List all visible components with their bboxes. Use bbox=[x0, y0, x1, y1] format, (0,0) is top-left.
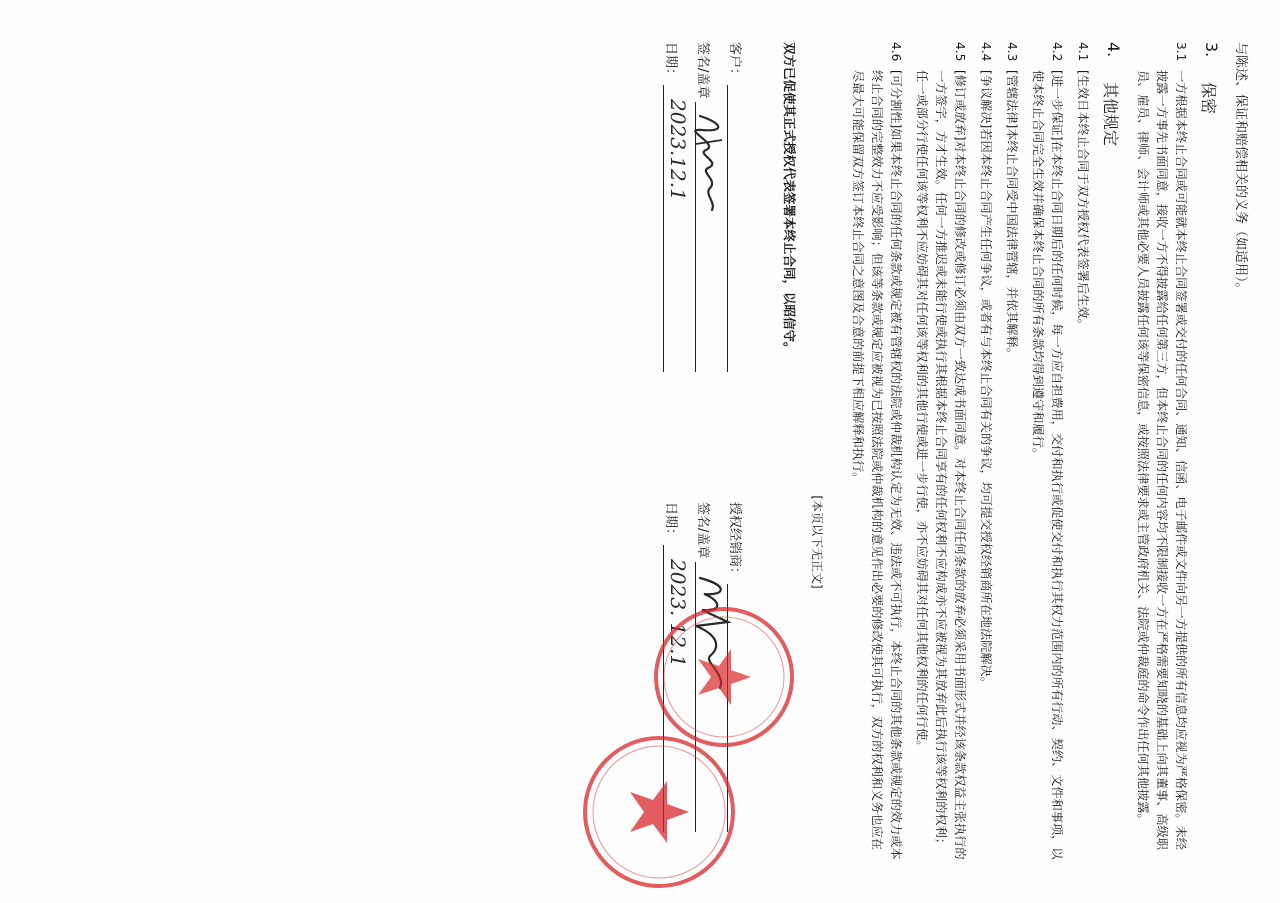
customer-date-value: 2023.12.1 bbox=[666, 99, 690, 201]
clause-4-1 bbox=[1073, 42, 1092, 862]
clause-number: 3.1 bbox=[1174, 42, 1188, 62]
dealer-date-label: 日期： bbox=[663, 502, 678, 542]
clause-text: [生效日本终止合同于双方授权代表签署后生效。 bbox=[1076, 70, 1090, 331]
dealer-date-value: 2023. 12.1 bbox=[666, 559, 690, 668]
clause-text: [可分割性]如果本终止合同的任何条款或规定被有管辖权的法院或仲裁机构认定为无效、违法或不可执行，本终止合同的其他条款或规定的效力或本终止合同的完整效力不应受影响；但该等条款或规定应被视为已按照法院或仲裁机构的意见作出必要的修改使其可执行，双方的权利和义务也应在尽最大可能保留双方签订本终止合同之意图及合意的前提下相应解释和执行。 bbox=[851, 70, 903, 860]
clause-4-2 bbox=[1028, 42, 1066, 862]
clause-text: [进一步保证]在本终止合同日期后的任何时候，每一方应自担费用，交付和执行或促使交付和执行其权力范围内的所有行动、契约、文件和事项，以使本终止合同完全生效并确保本终止合同的所有条款均得到遵守和履行。 bbox=[1031, 70, 1064, 860]
document-body bbox=[619, 42, 1252, 862]
clause-number: 4.5 bbox=[953, 42, 967, 62]
customer-date-line bbox=[663, 85, 690, 372]
dealer-sign-line bbox=[695, 562, 716, 832]
section-heading: 其他规定 bbox=[1101, 82, 1120, 147]
dealer-signature-block bbox=[663, 502, 759, 832]
customer-signature-block bbox=[663, 42, 759, 372]
clause-number: 4.1 bbox=[1076, 42, 1090, 62]
customer-handwritten-signature bbox=[690, 110, 730, 230]
customer-party-row bbox=[727, 42, 759, 372]
clause-number: 4.3 bbox=[1005, 42, 1019, 62]
clause-number: 4.2 bbox=[1050, 42, 1064, 62]
section-title-other bbox=[1100, 42, 1123, 862]
section-number: 3. bbox=[1202, 42, 1221, 58]
dealer-sign-row bbox=[695, 502, 727, 832]
section-heading: 保密 bbox=[1199, 82, 1218, 115]
customer-sign-row bbox=[695, 42, 727, 372]
clause-4-5 bbox=[912, 42, 969, 862]
clause-4-3 bbox=[1002, 42, 1021, 862]
dealer-label: 授权经销商： bbox=[727, 502, 742, 581]
clause-3-1 bbox=[1133, 42, 1190, 862]
witness-statement: 双方已促使其正式授权代表签署本终止合同，以昭信守。 bbox=[782, 42, 797, 355]
customer-label: 客户： bbox=[727, 42, 742, 82]
section-title-confidentiality bbox=[1198, 42, 1221, 862]
customer-name-line bbox=[727, 85, 748, 372]
dealer-handwritten-signature bbox=[690, 570, 734, 700]
customer-date-label: 日期： bbox=[663, 42, 678, 82]
signature-area bbox=[619, 42, 769, 862]
clause-text: [争议解决]若因本终止合同产生任何争议，或者有与本终止合同有关的争议，均可提交授权经销商所在地法院解决。 bbox=[979, 70, 993, 689]
customer-sign-label: 签名/盖章 bbox=[695, 42, 710, 99]
clause-number: 4.4 bbox=[979, 42, 993, 62]
end-of-page-note: [本页以下无正文] bbox=[810, 495, 824, 589]
dealer-date-line bbox=[663, 545, 690, 832]
clause-4-4 bbox=[976, 42, 995, 862]
clause-text: 一方根据本终止合同或可能就本终止合同签署或交付的任何合同、通知、信函、电子邮件或文件向另一方提供的所有信息均应视为严格保密。未经披露一方事先书面同意，接收一方不得披露给任何第三方，但本终止合同的任何内容均不限制接收一方在严格需要知晓的基础上向其董事、高级职员、雇员、律师、会计师或其他必要人员披露任何该等保密信息，或按照法律要求或主管政府机关、法院或仲裁庭的命令作出任何其他披露。 bbox=[1136, 70, 1188, 850]
clause-text: [修订或放弃]对本终止合同的修改或修订必须由双方一致达成书面同意。对本终止合同任何条款的放弃必须采用书面形式并经该条款权益主张执行的一方签字，方才生效。任何一方推迟或未能行使或执行其根据本终止合同享有的任何权利不应构成亦不应被视为其放弃此后执行该等权利的权利；任一或部分行使任何该等权利不应妨碍其对任何该等权利的其他行使或进一步行使，亦不应妨碍其对任何其他权利的任何行使。 bbox=[915, 70, 967, 860]
dealer-sign-label: 签名/盖章 bbox=[695, 502, 710, 559]
top-line: 与陈述、保证和赔偿相关的义务（如适用）。 bbox=[1233, 42, 1248, 296]
section-number: 4. bbox=[1104, 42, 1123, 58]
clause-4-6 bbox=[848, 42, 905, 862]
clause-number: 4.6 bbox=[889, 42, 903, 62]
customer-sign-line bbox=[695, 102, 716, 372]
clause-text: [管辖法律]本终止合同受中国法律管辖，并依其解释。 bbox=[1005, 70, 1019, 360]
